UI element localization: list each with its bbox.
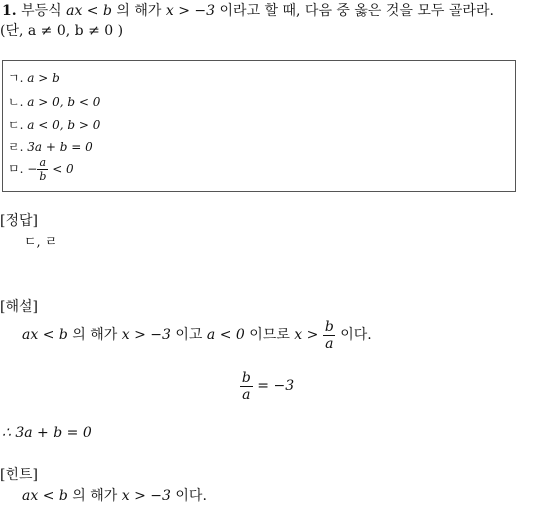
question-text-c: 이라고 할 때, 다음 중 옳은 것을 모두 골라라. [219,3,494,19]
answer-value: ㄷ, ㄹ [24,235,58,250]
choice-expr: 3a + b = 0 [27,140,93,154]
explanation-fraction [323,320,336,351]
question-condition: (단, a ≠ 0, b ≠ 0 ) [0,23,124,39]
choice-label: ㄹ. [8,140,24,154]
explanation-expr4: x > [294,327,319,343]
explanation-text2: 이고 [175,327,203,343]
explanation-text4: 이다. [340,327,372,343]
hint-expr1: ax < b [22,488,68,504]
choice-label: ㄷ. [8,118,24,132]
explanation-equation [0,368,534,404]
choice-fraction [37,157,48,182]
fraction-denominator: a [242,386,251,403]
choice-expr-prefix: − [27,162,38,176]
equation-fraction [240,371,253,402]
fraction-denominator: b [39,170,47,183]
hint-expr2: x > −3 [121,488,171,504]
choice-item [8,157,74,182]
question-line [2,2,494,20]
explanation-line [22,318,372,354]
answer-heading: [정답] [0,213,38,229]
fraction-numerator: a [39,156,47,169]
fraction-numerator: b [324,318,334,335]
question-expr2: x > −3 [165,3,216,19]
choice-expr-suffix: < 0 [52,162,74,176]
hint-line [22,487,207,505]
choice-item [8,94,100,110]
fraction-denominator: a [325,335,334,352]
choice-label: ㅁ. [8,162,24,176]
equation-rhs: = −3 [257,378,295,394]
explanation-expr1: ax < b [22,327,68,343]
choice-label: ㄴ. [8,95,24,109]
choice-item [8,70,60,86]
question-expr1: ax < b [66,3,112,19]
choice-item [8,139,93,155]
explanation-heading: [해설] [0,299,38,315]
question-text-b: 의 해가 [116,3,162,19]
choice-label: ㄱ. [8,71,24,85]
hint-text2: 이다. [175,488,207,504]
hint-heading: [힌트] [0,467,38,483]
explanation-expr3: a < 0 [206,327,245,343]
choice-expr: a > b [27,71,60,85]
hint-text1: 의 해가 [72,488,118,504]
question-number: 1. [2,3,17,19]
explanation-text3: 이므로 [249,327,290,343]
choice-expr: a > 0, b < 0 [27,95,101,109]
explanation-expr2: x > −3 [121,327,171,343]
explanation-conclusion: ∴ 3a + b = 0 [2,425,92,441]
explanation-text1: 의 해가 [72,327,118,343]
choices-box [2,60,516,192]
choice-item [8,117,100,133]
fraction-numerator: b [241,369,251,386]
question-text-a: 부등식 [21,3,62,19]
choice-expr: a < 0, b > 0 [27,118,101,132]
